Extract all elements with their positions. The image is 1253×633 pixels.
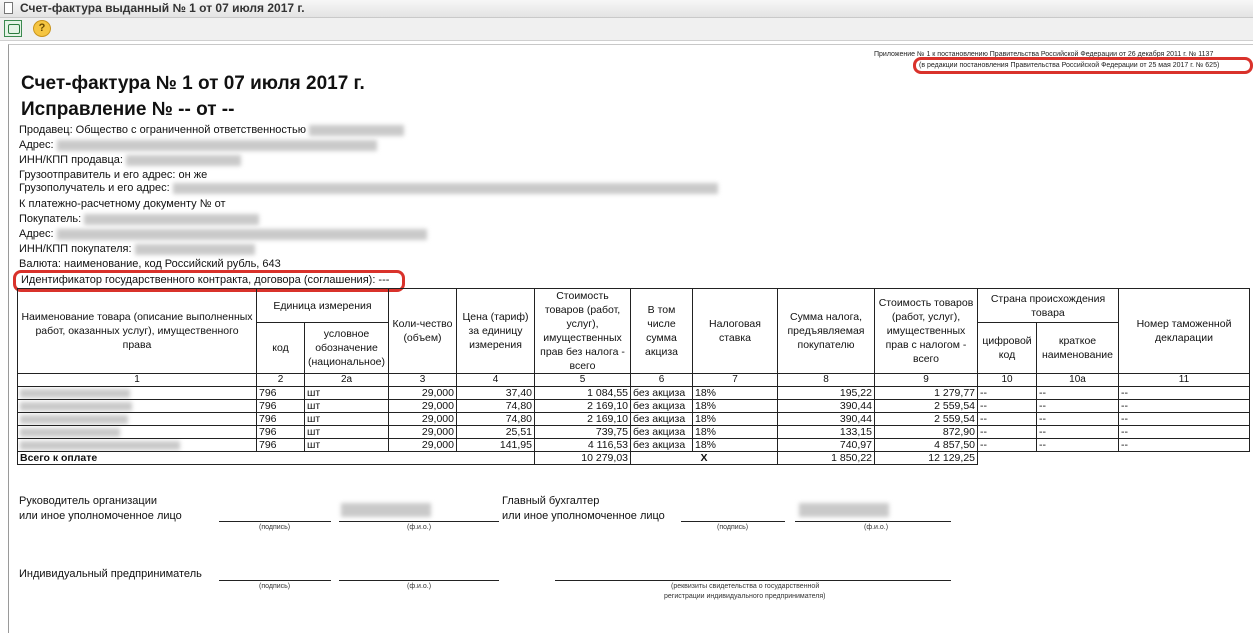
item-name: [18, 400, 257, 413]
colnum: 6: [631, 374, 693, 387]
colnum: 10а: [1037, 374, 1119, 387]
cell: 390,44: [778, 400, 875, 413]
cell: --: [1119, 413, 1250, 426]
cell: без акциза: [631, 426, 693, 439]
cell: --: [1119, 400, 1250, 413]
item-name: [18, 426, 257, 439]
cell: 18%: [693, 413, 778, 426]
entrepreneur-req-line: [555, 580, 951, 581]
total-sum: 12 129,25: [875, 452, 978, 465]
accountant-fio-line: [795, 521, 951, 522]
cell: 796: [257, 413, 305, 426]
accountant-label: Главный бухгалтер: [502, 495, 600, 507]
cell: 1 279,77: [875, 387, 978, 400]
cell: 29,000: [389, 439, 457, 452]
sign-caption: (подпись): [717, 524, 749, 531]
cell: 195,22: [778, 387, 875, 400]
cell: без акциза: [631, 439, 693, 452]
header-country-code: цифровой код: [978, 323, 1037, 374]
empty-cell: [978, 452, 1250, 465]
total-row: [18, 452, 1250, 465]
redacted: [20, 402, 132, 411]
fio-caption: (ф.и.о.): [407, 524, 432, 531]
help-icon[interactable]: ?: [33, 20, 51, 37]
invoice-table: [17, 288, 1250, 465]
item-name: [18, 413, 257, 426]
currency-line: Валюта: наименование, код Российский рубль, 643: [19, 258, 281, 270]
redacted: [135, 244, 255, 255]
payment-doc-line: К платежно-расчетному документу № от: [19, 198, 226, 210]
redacted: [20, 389, 130, 398]
header-qty: Коли-чество (объем): [389, 289, 457, 374]
cell: 74,80: [457, 413, 535, 426]
cell: без акциза: [631, 387, 693, 400]
total-excise: X: [631, 452, 778, 465]
total-tax: 1 850,22: [778, 452, 875, 465]
fio-caption: (ф.и.о.): [407, 583, 432, 590]
cell: шт: [305, 439, 389, 452]
header-unit-name: условное обозначение (национальное): [305, 323, 389, 374]
accountant-sign-line: [681, 521, 785, 522]
cell: без акциза: [631, 400, 693, 413]
entrepreneur-label: Индивидуальный предприниматель: [19, 568, 202, 580]
sign-caption: (подпись): [259, 583, 291, 590]
cell: --: [1037, 387, 1119, 400]
address1-line: Адрес:: [19, 139, 377, 151]
invoice-title: Счет-фактура № 1 от 07 июля 2017 г.: [21, 73, 365, 94]
table-row: [18, 426, 1250, 439]
document-icon: [4, 2, 13, 14]
req-caption2: регистрации индивидуального предпринимателя): [664, 593, 826, 600]
header-customs: Номер таможенной декларации: [1119, 289, 1250, 374]
inn-buyer-line: ИНН/КПП покупателя:: [19, 243, 255, 255]
buyer-line: Покупатель:: [19, 213, 259, 225]
colnum: 7: [693, 374, 778, 387]
cell: --: [1119, 387, 1250, 400]
inn-seller-line: ИНН/КПП продавца:: [19, 154, 241, 166]
total-cost: 10 279,03: [535, 452, 631, 465]
table-row: [18, 439, 1250, 452]
cell: 141,95: [457, 439, 535, 452]
shipper-line: Грузоотправитель и его адрес: он же: [19, 169, 208, 181]
total-label: Всего к оплате: [18, 452, 535, 465]
invoice-sheet: [8, 44, 1253, 633]
accountant-fio-value: [799, 501, 889, 519]
cell: --: [1119, 426, 1250, 439]
header-country-name: краткое наименование: [1037, 323, 1119, 374]
column-number-row: [18, 374, 1250, 387]
toolbar: [0, 18, 1253, 41]
colnum: 2а: [305, 374, 389, 387]
redacted: [57, 140, 377, 151]
cell: 18%: [693, 439, 778, 452]
redacted: [20, 428, 120, 437]
highlight-appendix: [913, 57, 1253, 74]
cell: 390,44: [778, 413, 875, 426]
cell: 796: [257, 439, 305, 452]
cell: 29,000: [389, 400, 457, 413]
redacted: [20, 415, 128, 424]
redacted: [341, 503, 431, 517]
cell: шт: [305, 426, 389, 439]
sign-caption: (подпись): [259, 524, 291, 531]
cell: 796: [257, 387, 305, 400]
header-tax: Сумма налога, предъявляемая покупателю: [778, 289, 875, 374]
seller-line: Продавец: Общество с ограниченной ответственностью: [19, 124, 404, 136]
colnum: 9: [875, 374, 978, 387]
item-name: [18, 387, 257, 400]
cell: шт: [305, 400, 389, 413]
correction-title: Исправление № -- от --: [21, 99, 235, 120]
header-price: Цена (тариф) за единицу измерения: [457, 289, 535, 374]
cell: 18%: [693, 387, 778, 400]
cell: 4 116,53: [535, 439, 631, 452]
colnum: 10: [978, 374, 1037, 387]
header-unit-code: код: [257, 323, 305, 374]
cell: 2 559,54: [875, 400, 978, 413]
table-row: [18, 387, 1250, 400]
header-total: Стоимость товаров (работ, услуг), имущественных прав с налогом - всего: [875, 289, 978, 374]
redacted: [20, 441, 180, 450]
appendix-line1: Приложение № 1 к постановлению Правительства Российской Федерации от 26 декабря 2011 г. № 1137: [874, 51, 1214, 58]
cell: --: [978, 426, 1037, 439]
head-fio-line: [339, 521, 499, 522]
cell: --: [978, 413, 1037, 426]
window-title: Счет-фактура выданный № 1 от 07 июля 2017 г.: [20, 1, 305, 15]
cell: шт: [305, 413, 389, 426]
cell: 2 169,10: [535, 400, 631, 413]
redacted: [173, 183, 718, 194]
redacted: [126, 155, 241, 166]
cell: без акциза: [631, 413, 693, 426]
cell: 1 084,55: [535, 387, 631, 400]
head-sign-line: [219, 521, 331, 522]
cell: 4 857,50: [875, 439, 978, 452]
consignee-line: Грузополучатель и его адрес:: [19, 182, 718, 194]
cell: 29,000: [389, 426, 457, 439]
head-label: Руководитель организации: [19, 495, 158, 507]
entrepreneur-sign-line: [219, 580, 331, 581]
table-row: [18, 413, 1250, 426]
cell: --: [1037, 426, 1119, 439]
colnum: 3: [389, 374, 457, 387]
cell: 18%: [693, 400, 778, 413]
accountant-label2: или иное уполномоченное лицо: [502, 510, 665, 522]
header-excise: В том числе сумма акциза: [631, 289, 693, 374]
cell: 2 169,10: [535, 413, 631, 426]
window-titlebar: [0, 0, 1253, 18]
colnum: 5: [535, 374, 631, 387]
cell: 872,90: [875, 426, 978, 439]
fio-caption: (ф.и.о.): [864, 524, 889, 531]
cell: --: [1037, 439, 1119, 452]
cell: --: [978, 439, 1037, 452]
colnum: 8: [778, 374, 875, 387]
contract-id-line: Идентификатор государственного контракта, договора (соглашения): ---: [21, 274, 390, 286]
cell: --: [1037, 413, 1119, 426]
cell: 796: [257, 426, 305, 439]
cell: 37,40: [457, 387, 535, 400]
header-name: Наименование товара (описание выполненных работ, оказанных услуг), имущественного права: [18, 289, 257, 374]
cell: 133,15: [778, 426, 875, 439]
cell: 25,51: [457, 426, 535, 439]
header-rate: Налоговая ставка: [693, 289, 778, 374]
header-unit: Единица измерения: [257, 289, 389, 323]
cell: 740,97: [778, 439, 875, 452]
colnum: 1: [18, 374, 257, 387]
colnum: 2: [257, 374, 305, 387]
print-icon[interactable]: [4, 20, 22, 37]
cell: --: [978, 400, 1037, 413]
address2-line: Адрес:: [19, 228, 427, 240]
cell: 739,75: [535, 426, 631, 439]
cell: шт: [305, 387, 389, 400]
head-label2: или иное уполномоченное лицо: [19, 510, 182, 522]
table-header-row: [18, 289, 1250, 323]
colnum: 11: [1119, 374, 1250, 387]
redacted: [309, 125, 404, 136]
redacted: [799, 503, 889, 517]
cell: 74,80: [457, 400, 535, 413]
item-name: [18, 439, 257, 452]
cell: 29,000: [389, 413, 457, 426]
redacted: [57, 229, 427, 240]
redacted: [84, 214, 259, 225]
head-fio-value: [341, 501, 431, 519]
appendix-line2: (в редакции постановления Правительства Российской Федерации от 25 мая 2017 г. № 625): [919, 62, 1220, 69]
cell: 29,000: [389, 387, 457, 400]
entrepreneur-fio-line: [339, 580, 499, 581]
cell: 18%: [693, 426, 778, 439]
colnum: 4: [457, 374, 535, 387]
header-cost: Стоимость товаров (работ, услуг), имущественных прав без налога - всего: [535, 289, 631, 374]
cell: 2 559,54: [875, 413, 978, 426]
cell: --: [978, 387, 1037, 400]
header-country: Страна происхождения товара: [978, 289, 1119, 323]
cell: 796: [257, 400, 305, 413]
table-row: [18, 400, 1250, 413]
cell: --: [1037, 400, 1119, 413]
req-caption1: (реквизиты свидетельства о государственной: [671, 583, 820, 590]
cell: --: [1119, 439, 1250, 452]
